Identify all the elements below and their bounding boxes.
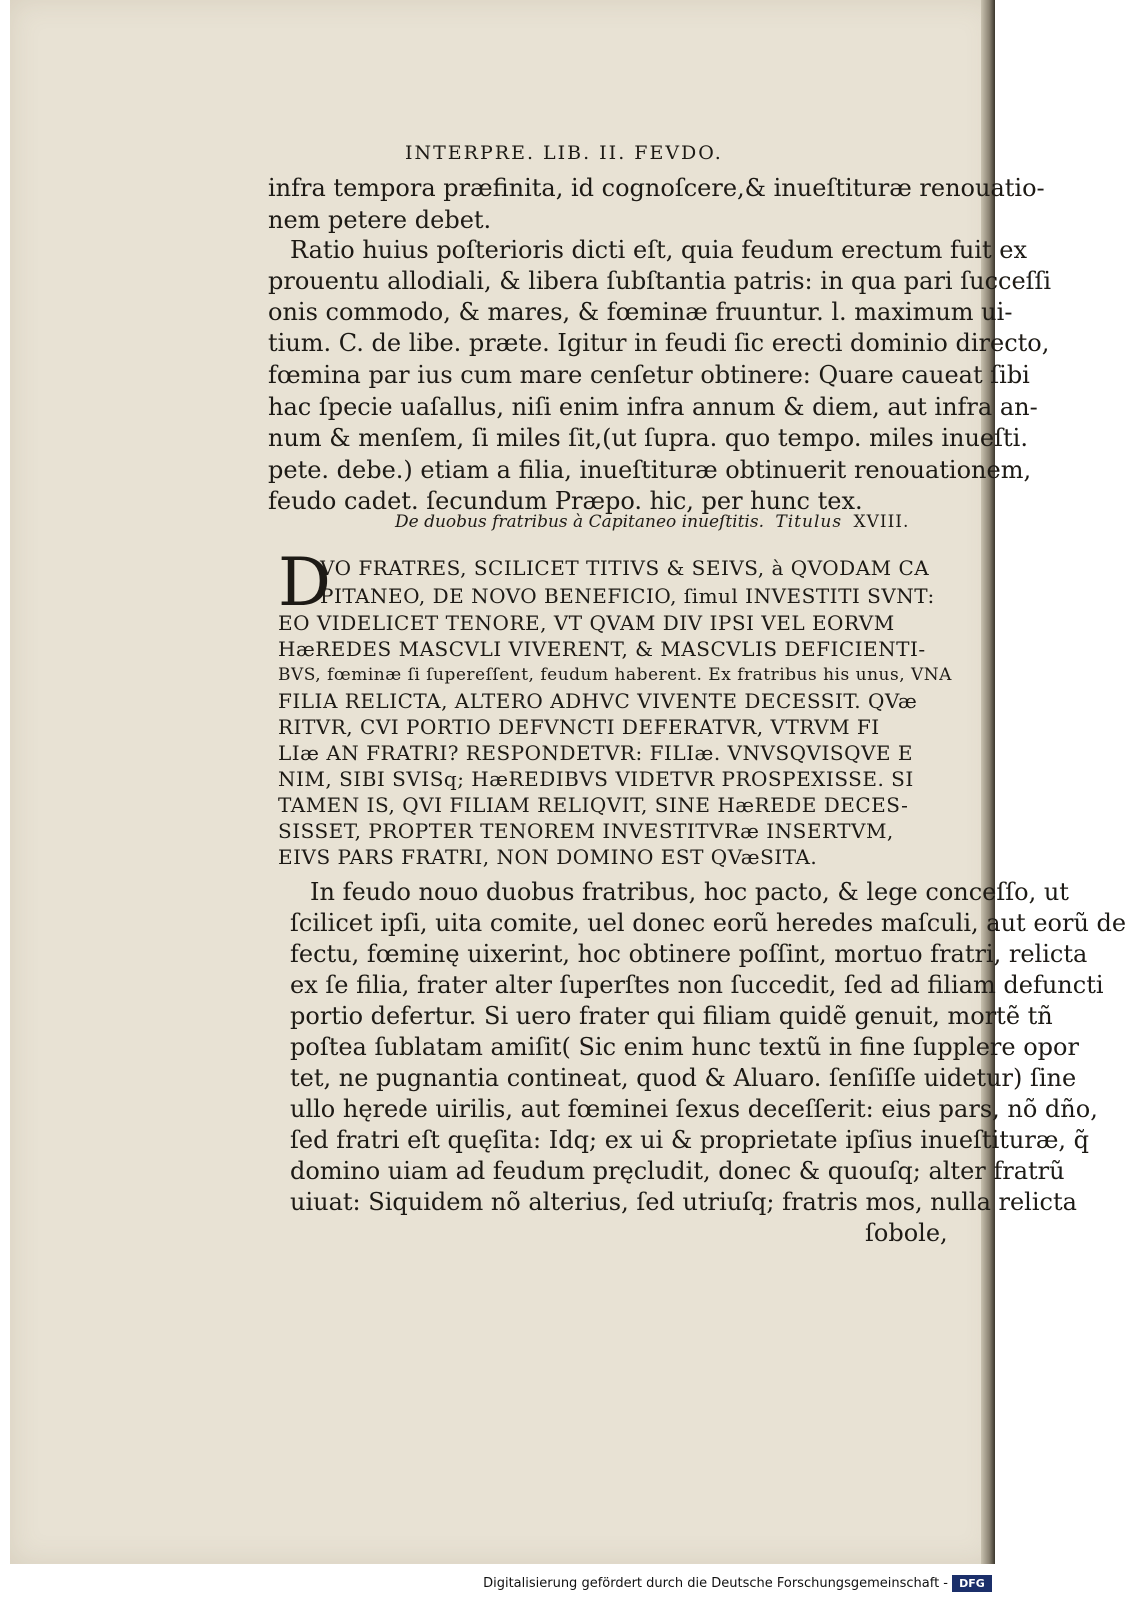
statute-line: FILIA RELICTA, ALTERO ADHVC VIVENTE DECESSIT. QVæ — [278, 689, 918, 713]
text-line: tium. C. de libe. præte. Igitur in feudi ſic erecti dominio directo, — [268, 329, 1050, 357]
dfg-logo[interactable]: DFG — [952, 1575, 992, 1592]
commentary-line: portio defertur. Si uero frater qui filiam quidẽ genuit, mortẽ tñ — [290, 1002, 1053, 1030]
text-line: feudo cadet. ſecundum Præpo. hic, per hunc tex. — [268, 487, 863, 515]
funding-notice: Digitalisierung gefördert durch die Deutsche Forschungsgemeinschaft - — [483, 1576, 948, 1591]
commentary-line: ſcilicet ipſi, uita comite, uel donec eorũ heredes maſculi, aut eorũ de — [290, 909, 1126, 937]
commentary-line: ſobole, — [865, 1219, 948, 1247]
statute-line: NIM, SIBI SVISq; HæREDIBVS VIDETVR PROSPEXISSE. SI — [278, 767, 914, 791]
commentary-line: ſed fratri eſt quęſita: Idq; ex ui & proprietate ipſius inueſtituræ, q̃ — [290, 1126, 1089, 1154]
commentary-line: ullo hęrede uirilis, aut fœminei ſexus deceſſerit: eius pars, nõ dño, — [290, 1095, 1098, 1123]
running-head: INTERPRE. LIB. II. FEVDO. — [405, 142, 723, 164]
statute-line: SISSET, PROPTER TENOREM INVESTITVRæ INSERTVM, — [278, 819, 894, 843]
statute-line: EIVS PARS FRATRI, NON DOMINO EST QVæSITA. — [278, 845, 818, 869]
commentary-line: tet, ne pugnantia contineat, quod & Aluaro. ſenſiſſe uidetur) ſine — [290, 1064, 1077, 1092]
text-line: Ratio huius poſterioris dicti eſt, quia feudum erectum fuit ex — [290, 236, 1027, 264]
text-line: infra tempora præfinita, id cognoſcere,& inueſtituræ renouatio- — [268, 174, 1045, 202]
commentary-line: ex ſe filia, frater alter ſuperſtes non ſuccedit, ſed ad filiam defuncti — [290, 971, 1104, 999]
text-line: pete. debe.) etiam a filia, inueſtituræ obtinuerit renouationem, — [268, 456, 1032, 484]
text-line: num & menſem, ſi miles ſit,(ut ſupra. quo tempo. miles inueſti. — [268, 424, 1028, 452]
book-page — [10, 0, 1126, 1564]
section-title — [395, 512, 909, 532]
statute-line: BVS, fœminæ ſi ſupereſſent, feudum haberent. Ex fratribus his unus, VNA — [278, 665, 952, 685]
text-line: prouentu allodiali, & libera ſubſtantia patris: in qua pari ſucceſſi — [268, 267, 1052, 295]
statute-line: HæREDES MASCVLI VIVERENT, & MASCVLIS DEFICIENTI- — [278, 637, 926, 661]
statute-line: TAMEN IS, QVI FILIAM RELIQVIT, SINE HæREDE DECES- — [278, 793, 909, 817]
text-line: fœmina par ius cum mare cenſetur obtinere: Quare caueat ſibi — [268, 361, 1030, 389]
commentary-line: uiuat: Siquidem nõ alterius, ſed utriuſq; fratris mos, nulla relicta — [290, 1188, 1077, 1216]
statute-line: VO FRATRES, SCILICET TITIVS & SEIVS, à QVODAM CA — [320, 556, 930, 580]
footer-bar — [0, 1570, 1000, 1597]
commentary-line: In feudo nouo duobus fratribus, hoc pacto, & lege conceſſo, ut — [310, 878, 1069, 906]
drop-cap: D — [278, 544, 331, 621]
statute-line: LIæ AN FRATRI? RESPONDETVR: FILIæ. VNVSQVISQVE E — [278, 741, 913, 765]
commentary-line: fectu, fœminę uixerint, hoc obtinere poſſint, mortuo fratri, relicta — [290, 940, 1088, 968]
section-title-number: XVIII. — [853, 512, 910, 532]
statute-line: EO VIDELICET TENORE, VT QVAM DIV IPSI VEL EORVM — [278, 611, 895, 635]
commentary-line: domino uiam ad feudum pręcludit, donec & quouſq; alter fratrũ — [290, 1157, 1065, 1185]
commentary-line: poſtea ſublatam amiſit( Sic enim hunc textũ in fine ſupplere opor — [290, 1033, 1079, 1061]
text-line: nem petere debet. — [268, 206, 492, 234]
text-line: hac ſpecie uaſallus, niſi enim infra annum & diem, aut infra an- — [268, 393, 1038, 421]
statute-line: RITVR, CVI PORTIO DEFVNCTI DEFERATVR, VTRVM FI — [278, 715, 880, 739]
section-title-label: Titulus — [775, 512, 843, 532]
statute-line: PITANEO, DE NOVO BENEFICIO, ſimul INVESTITI SVNT: — [320, 584, 935, 608]
text-line: onis commodo, & mares, & fœminæ fruuntur. l. maximum ui- — [268, 298, 1013, 326]
section-title-text: De duobus fratribus à Capitaneo inueſtitis. — [395, 512, 764, 532]
